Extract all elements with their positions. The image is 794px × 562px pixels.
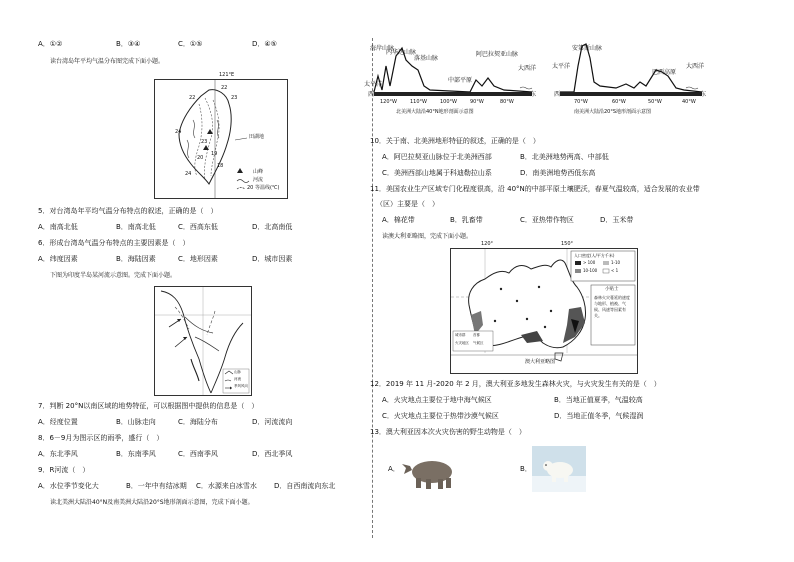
na-tick-90w: 90°W [470,99,484,105]
q8-option-b[interactable]: B．东南季风 [116,450,156,458]
polar-bear-image[interactable] [532,446,586,492]
na-label-central-plain: 中部平原 [448,77,473,84]
sa-profile-figure [552,36,707,122]
q6-option-b[interactable]: B．海陆因素 [116,255,156,263]
q11-option-c[interactable]: C．亚热带作物区 [520,216,574,224]
na-label-pacific: 太平洋 [364,81,383,88]
na-label-nevada: 内华达山脉 [386,49,417,56]
intro-taiwan: 读台湾岛年平均气温分布图完成下面小题。 [50,58,165,65]
pop-legend-4: < 1 [611,268,619,273]
isotherm-label: 19 [211,151,218,157]
na-tick-120w: 120°W [380,99,397,105]
q10-option-a[interactable]: A．阿巴拉契亚山脉位于北美洲西部 [382,153,492,161]
legend-isotherm: 20 等温线(℃) [247,185,280,191]
taiwan-temperature-map [154,72,288,199]
na-profile-figure [364,36,540,122]
isotherm-label: 24 [185,171,192,177]
india-river-map [154,286,252,396]
sa-tick-60w: 60°W [612,99,626,105]
isotherm-label: 23 [201,139,208,145]
q8-stem: 8．6－9月为图示区的雨季，盛行（ ） [38,434,164,442]
india-legend-mountain: 山脉 [234,370,241,374]
q7-stem: 7．判断 20°N以南区域的地势特征，可以根据图中提供的信息是（ ） [38,402,259,410]
q13-option-a[interactable]: A． [388,465,400,473]
q5-option-b[interactable]: B．南高北低 [116,223,156,231]
sa-label-pacific: 太平洋 [552,63,571,70]
intro-india: 下图为印度半岛某河流示意图。完成下面小题。 [50,272,177,279]
q9-option-c[interactable]: C．水源来自冰雪水 [196,482,257,490]
q4-option-d[interactable]: D．④⑤ [252,40,277,48]
q12-option-d[interactable]: D．当地正值冬季，气候湿润 [554,412,644,420]
lon-150: 150° [561,241,574,247]
sa-tick-40w: 40°W [682,99,696,105]
na-label-appalachian: 阿巴拉契亚山脉 [476,51,519,58]
isotherm-label: 23 [231,95,238,101]
q5-stem: 5．对台湾岛年平均气温分布特点的叙述，正确的是（ ） [38,207,218,215]
na-tick-110w: 110°W [410,99,427,105]
isotherm-label: 18 [217,163,224,169]
q4-option-b[interactable]: B．③④ [116,40,141,48]
polar-bear-icon [532,446,586,492]
q12-stem: 12．2019 年 11 月-2020 年 2 月，澳大利亚多地发生森林火灾，与火灾发生有关的是（ ） [370,380,661,388]
q6-stem: 6．形成台湾岛气温分布特点的主要因素是（ ） [38,239,190,247]
q6-option-c[interactable]: C．地形因素 [178,255,218,263]
q9-option-a[interactable]: A．水位季节变化大 [38,482,99,490]
australia-caption: 澳大利亚略图 [525,359,556,365]
q10-stem: 10．关于南、北美洲地形特征的叙述，正确的是（ ） [370,137,540,145]
intro-australia: 读澳大利亚略图，完成下面小题。 [382,233,473,240]
q7-option-d[interactable]: D．河流流向 [252,418,293,426]
na-label-atlantic: 大西洋 [518,65,537,72]
q5-option-c[interactable]: C．西高东低 [178,223,218,231]
q6-option-a[interactable]: A．纬度因素 [38,255,78,263]
q12-option-a[interactable]: A．火灾地点主要位于地中海气候区 [382,396,492,404]
india-legend-river: 河流 [234,377,241,381]
rhino-icon [402,452,460,492]
pop-legend-1: > 100 [583,260,596,265]
legend-mountain: 山峰 [253,169,264,175]
aus-legend-capital: 首都 [473,333,480,337]
intro-americas: 读北美洲大陆沿40°N及南美洲大陆沿20°S地形剖面示意图，完成下面小题。 [50,499,254,506]
na-west: 西 [368,91,375,98]
pop-legend-3: 10-100 [583,268,598,273]
na-label-rocky: 落基山脉 [414,55,439,62]
sa-west: 西 [554,91,561,98]
na-tick-80w: 80°W [500,99,514,105]
pop-legend-title: 人口密度(人/平方千米) [574,253,615,258]
isotherm-label: 24 [175,129,182,135]
q7-option-c[interactable]: C．海陆分布 [178,418,218,426]
sa-east: 东 [700,91,707,98]
na-caption: 北美洲大陆沿40°N地形剖面示意图 [396,109,474,115]
q7-option-b[interactable]: B．山脉走向 [116,418,156,426]
q8-option-d[interactable]: D．西北季风 [252,450,293,458]
q11-stem: 11．美国农业生产区域专门化程度很高，沿 40°N的中部平原土壤肥沃，春夏气温较高，适合发展的农业带 [370,185,700,193]
q12-option-b[interactable]: B．当地正值夏季，气温较高 [554,396,643,404]
isotherm-label: 22 [221,85,228,91]
rhinoceros-image[interactable] [402,452,460,492]
australia-map [450,241,638,374]
q11-stem-cont: （区）主要是（ ） [376,200,439,208]
aus-legend-fire: 火灾地区 [455,341,469,345]
taiwan-map-svg [155,80,287,198]
q4-option-c[interactable]: C．①⑤ [178,40,203,48]
q12-option-c[interactable]: C．火灾地点主要位于热带沙漠气候区 [382,412,499,420]
q9-stem: 9．R河流（ ） [38,466,90,474]
q10-option-b[interactable]: B．北美洲地势两高、中部低 [520,153,609,161]
q13-option-b[interactable]: B． [520,465,532,473]
tip-text: 森林火灾蔓延的速度与地形、植被、气候、风速等因素有关。 [594,295,630,318]
tip-title: 小贴士 [605,287,619,292]
sa-label-atlantic: 大西洋 [686,63,705,70]
q11-option-b[interactable]: B．乳畜带 [450,216,483,224]
isotherm-label: 20 [197,155,204,161]
aus-legend-city: 城市群 [455,333,466,337]
sa-tick-50w: 50°W [648,99,662,105]
lon-120: 120° [481,241,494,247]
q8-option-c[interactable]: C．西南季风 [178,450,218,458]
q9-option-b[interactable]: B．一年中有结冰期 [126,482,187,490]
india-legend-monsoon: 季风风向 [234,384,248,388]
q13-stem: 13．澳大利亚因本次火灾伤害的野生动物是（ ） [370,428,526,436]
q5-option-a[interactable]: A．南高北低 [38,223,78,231]
q10-option-d[interactable]: D．南美洲地势西低东高 [520,169,596,177]
q8-option-a[interactable]: A．东北季风 [38,450,78,458]
na-tick-100w: 100°W [440,99,457,105]
q4-option-a[interactable]: A．①② [38,40,63,48]
q11-option-d[interactable]: D．玉米带 [600,216,634,224]
q10-option-c[interactable]: C．美洲西部山地属于科迪勒拉山系 [382,169,492,177]
sa-caption: 南美洲大陆沿20°S地形剖面示意图 [574,109,652,115]
lon-label-121e: 121°E [219,72,235,78]
na-east: 东 [530,91,537,98]
q7-option-a[interactable]: A．经度位置 [38,418,78,426]
isotherm-label: 22 [189,95,196,101]
pop-legend-2: 1-10 [611,260,621,265]
na-label-coast-mtn: 海岸山脉 [370,45,395,52]
q6-option-d[interactable]: D．城市因素 [252,255,293,263]
sa-label-andes: 安第斯山脉 [572,45,603,52]
place-label: 田湖地 [249,134,265,140]
q5-option-d[interactable]: D．北高南低 [252,223,293,231]
sa-tick-70w: 70°W [574,99,588,105]
q11-option-a[interactable]: A．棉花带 [382,216,415,224]
legend-river: 河流 [253,177,264,183]
sa-label-brazil-plateau: 巴西高原 [652,69,677,76]
q9-option-d[interactable]: D．自西南流向东北 [274,482,336,490]
aus-legend-climate: 气候区 [473,341,484,345]
